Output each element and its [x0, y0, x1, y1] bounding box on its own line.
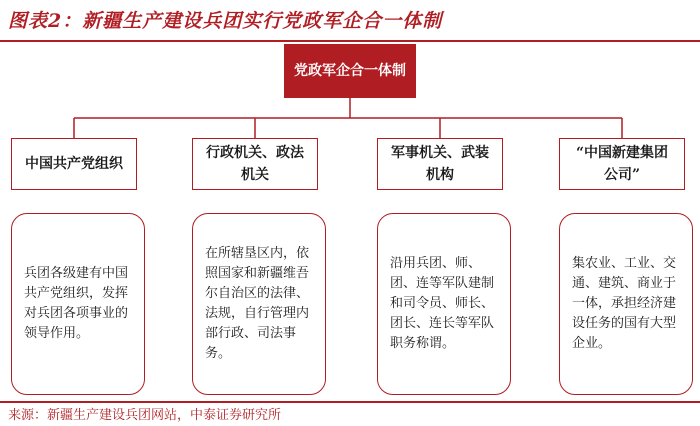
description-party: 兵团各级建有中国共产党组织，发挥对兵团各项事业的领导作用。	[11, 213, 145, 395]
description-enterprise: 集农业、工业、交通、建筑、商业于一体，承担经济建设任务的国有大型企业。	[559, 213, 693, 395]
description-government: 在所辖垦区内，依照国家和新疆维吾尔自治区的法律、法规，自行管理内部行政、司法事务。	[192, 213, 326, 395]
figure-title: 图表2：新疆生产建设兵团实行党政军企合一体制	[8, 10, 443, 32]
root-node: 党政军企合一体制	[284, 44, 416, 98]
category-enterprise: “中国新建集团公司”	[559, 138, 685, 190]
category-party: 中国共产党组织	[11, 138, 137, 190]
description-military: 沿用兵团、师、团、连等军队建制和司令员、师长、团长、连长等军队职务称谓。	[377, 213, 511, 395]
category-military: 军事机关、武装机构	[377, 138, 503, 190]
source-note: 来源：新疆生产建设兵团网站，中泰证券研究所	[8, 408, 282, 423]
footer-divider	[0, 401, 700, 403]
category-government: 行政机关、政法机关	[192, 138, 318, 190]
